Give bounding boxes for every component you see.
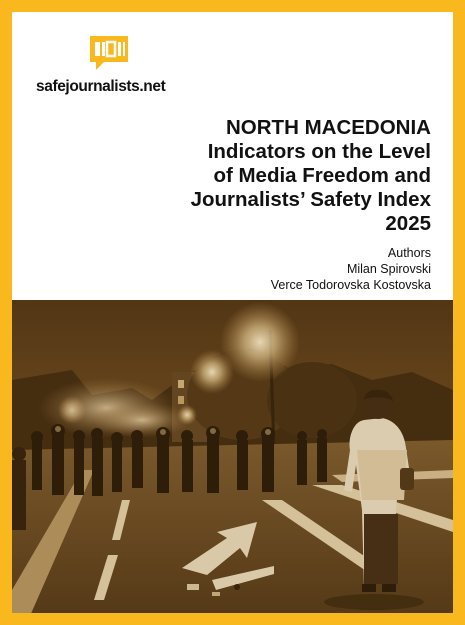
author-name: Verce Todorovska Kostovska [270, 278, 431, 292]
title-line: Indicators on the Level [207, 140, 431, 163]
title-line: of Media Freedom and [213, 164, 431, 187]
authors-label: Authors [387, 246, 431, 260]
title-line: NORTH MACEDONIA [226, 116, 431, 139]
title-line: 2025 [385, 212, 431, 235]
speech-bubble-bars-icon [88, 34, 130, 72]
cover-photo [12, 300, 453, 625]
title-line: Journalists’ Safety Index [190, 188, 431, 211]
protest-photo-illustration [12, 300, 453, 625]
title-block [131, 116, 431, 293]
report-title [131, 116, 431, 236]
author-name: Milan Spirovski [346, 262, 431, 276]
brand-name: safejournalists.net [36, 78, 166, 95]
authors-block [131, 245, 431, 293]
